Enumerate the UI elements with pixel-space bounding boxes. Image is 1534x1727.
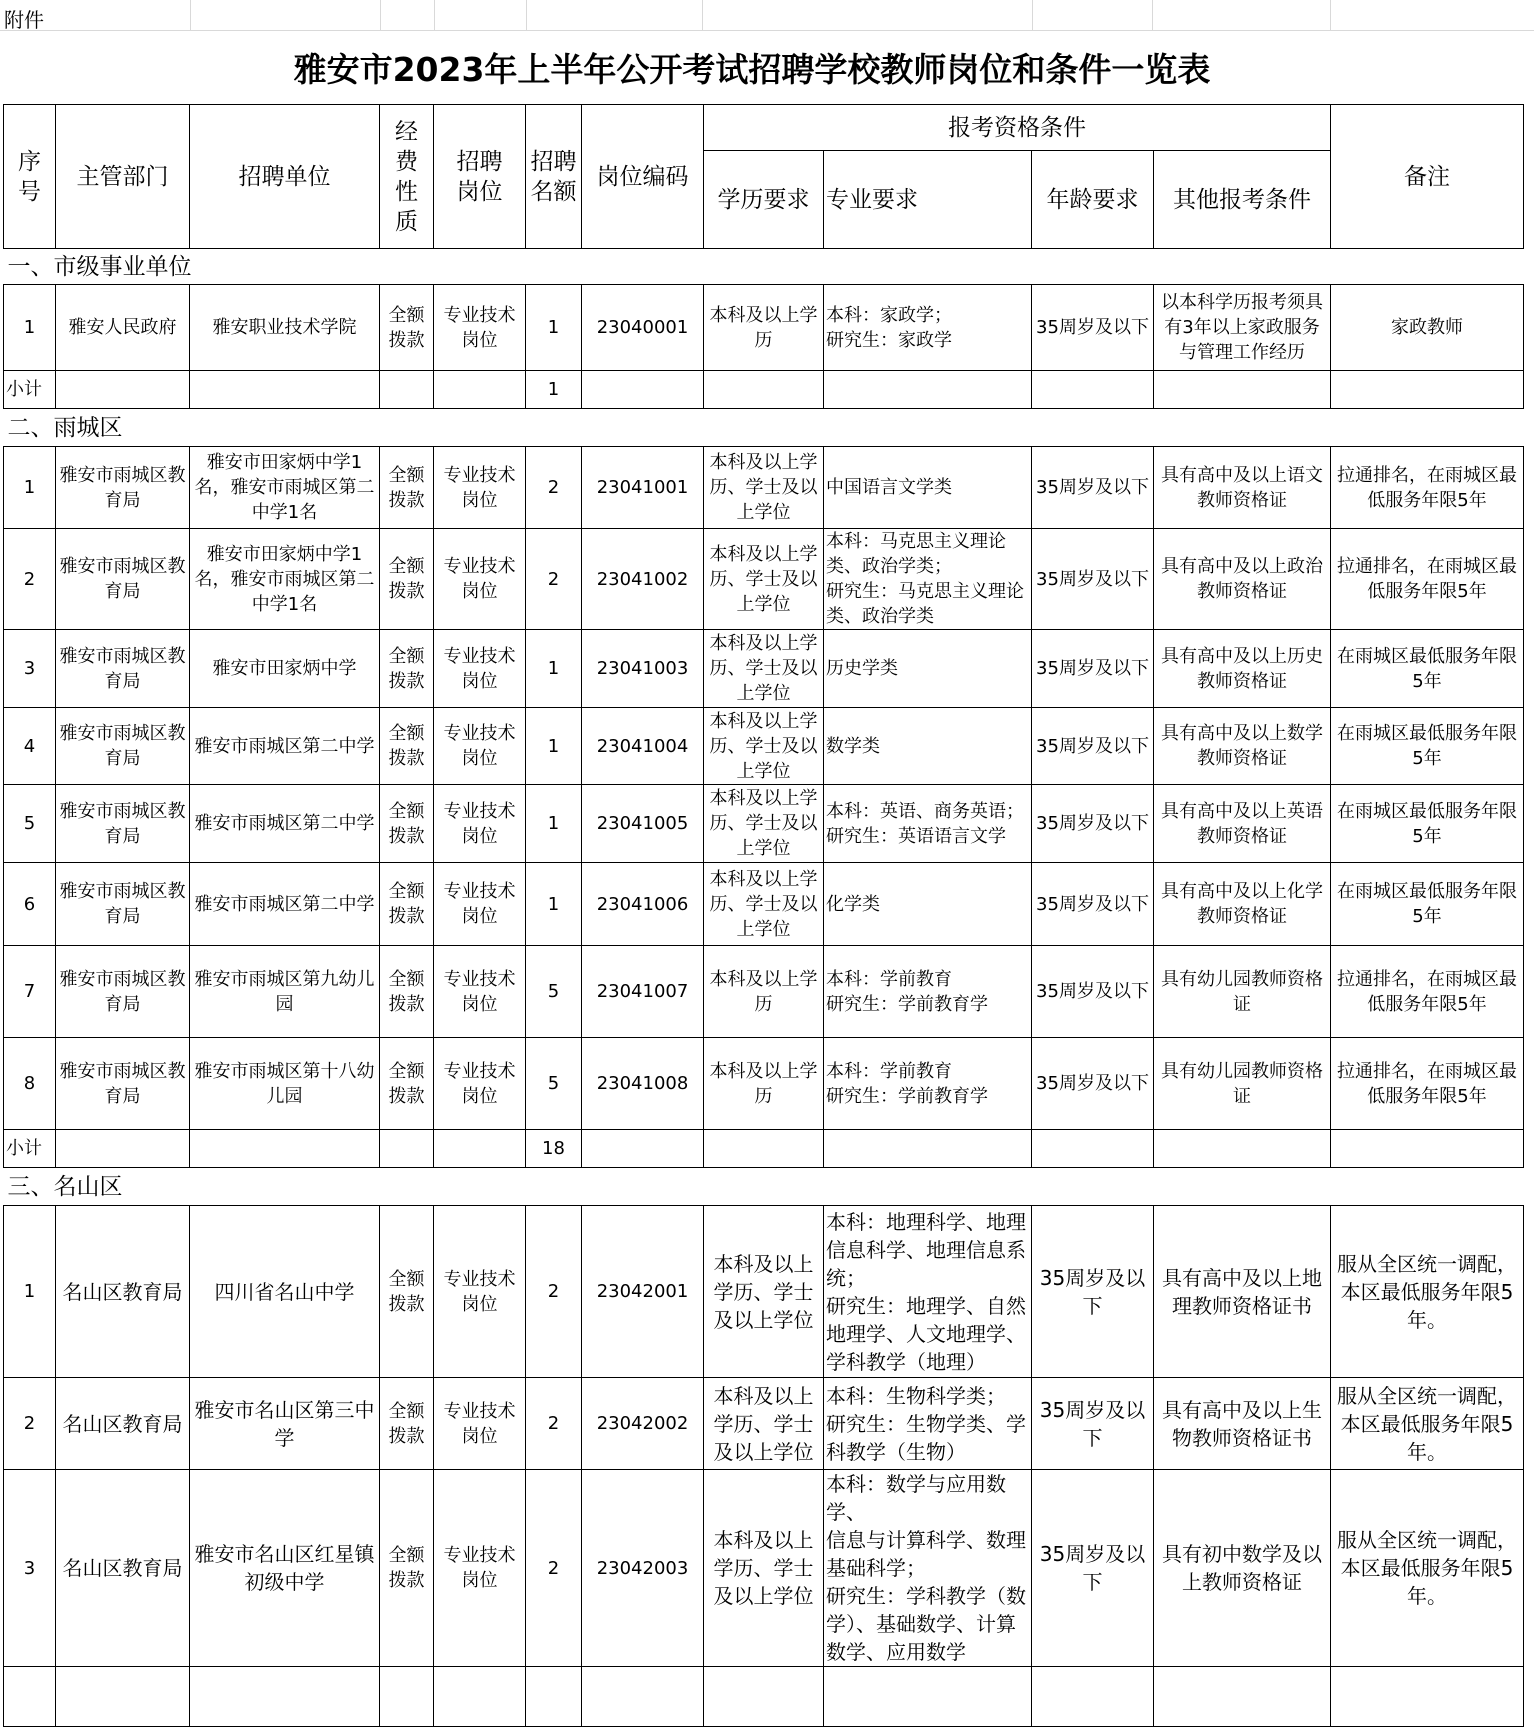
cell-other: 具有幼儿园教师资格证 — [1154, 946, 1331, 1038]
table-row — [4, 1378, 1524, 1470]
section-title: 一、市级事业单位 — [4, 249, 1524, 285]
cell-quota: 2 — [526, 529, 582, 630]
cell-education: 本科及以上学历 — [704, 946, 824, 1038]
cell-age: 35周岁及以下 — [1032, 863, 1154, 946]
cell-code: 23041002 — [582, 529, 704, 630]
cell-other: 具有高中及以上历史教师资格证 — [1154, 630, 1331, 708]
recruitment-table — [3, 104, 1524, 1727]
empty-cell — [434, 1130, 526, 1168]
cell-unit: 雅安市名山区第三中学 — [190, 1378, 380, 1470]
cell-major: 中国语言文学类 — [824, 447, 1032, 529]
cell-quota: 2 — [526, 1378, 582, 1470]
cell-unit: 雅安市雨城区第二中学 — [190, 708, 380, 785]
empty-cell — [824, 1667, 1032, 1727]
empty-cell — [190, 371, 380, 409]
cell-index: 6 — [4, 863, 56, 946]
empty-cell — [190, 1667, 380, 1727]
cell-education: 本科及以上学历 — [704, 1038, 824, 1130]
empty-cell — [1331, 371, 1524, 409]
cell-quota: 1 — [526, 785, 582, 863]
header-quota: 招聘名额 — [526, 105, 582, 249]
empty-cell — [1331, 1667, 1524, 1727]
cell-other: 具有高中及以上英语教师资格证 — [1154, 785, 1331, 863]
cell-unit: 雅安市雨城区第二中学 — [190, 785, 380, 863]
cell-remark: 服从全区统一调配，本区最低服务年限5年。 — [1331, 1470, 1524, 1667]
cell-funding: 全额拨款 — [380, 447, 434, 529]
cell-post: 专业技术岗位 — [434, 863, 526, 946]
gridline — [702, 0, 703, 30]
empty-row — [4, 1667, 1524, 1727]
cell-post: 专业技术岗位 — [434, 529, 526, 630]
cell-post: 专业技术岗位 — [434, 285, 526, 371]
cell-major: 本科：马克思主义理论类、政治学类； 研究生：马克思主义理论类、政治学类 — [824, 529, 1032, 630]
cell-funding: 全额拨款 — [380, 863, 434, 946]
cell-code: 23042003 — [582, 1470, 704, 1667]
cell-education: 本科及以上学历、学士及以上学位 — [704, 863, 824, 946]
cell-age: 35周岁及以下 — [1032, 1038, 1154, 1130]
empty-cell — [1154, 371, 1331, 409]
cell-other: 以本科学历报考须具有3年以上家政服务与管理工作经历 — [1154, 285, 1331, 371]
subtotal-quota: 1 — [526, 371, 582, 409]
empty-cell — [582, 1130, 704, 1168]
table-row — [4, 708, 1524, 785]
cell-funding: 全额拨款 — [380, 285, 434, 371]
cell-quota: 5 — [526, 946, 582, 1038]
table-row — [4, 447, 1524, 529]
cell-code: 23041001 — [582, 447, 704, 529]
cell-major: 本科：学前教育 研究生：学前教育学 — [824, 1038, 1032, 1130]
header-other: 其他报考条件 — [1154, 151, 1331, 249]
cell-remark: 拉通排名，在雨城区最低服务年限5年 — [1331, 529, 1524, 630]
table-row — [4, 785, 1524, 863]
cell-funding: 全额拨款 — [380, 708, 434, 785]
cell-education: 本科及以上学历、学士及以上学位 — [704, 708, 824, 785]
cell-education: 本科及以上学历 — [704, 285, 824, 371]
empty-cell — [190, 1130, 380, 1168]
cell-department: 雅安市雨城区教育局 — [56, 785, 190, 863]
cell-unit: 雅安市雨城区第十八幼儿园 — [190, 1038, 380, 1130]
cell-major: 数学类 — [824, 708, 1032, 785]
empty-cell — [704, 1667, 824, 1727]
cell-funding: 全额拨款 — [380, 946, 434, 1038]
empty-cell — [582, 1667, 704, 1727]
cell-education: 本科及以上学历、学士及以上学位 — [704, 529, 824, 630]
cell-education: 本科及以上学历、学士及以上学位 — [704, 630, 824, 708]
table-row — [4, 630, 1524, 708]
cell-major: 历史学类 — [824, 630, 1032, 708]
empty-cell — [1032, 1130, 1154, 1168]
cell-major: 化学类 — [824, 863, 1032, 946]
subtotal-label: 小计 — [4, 1130, 56, 1168]
cell-index: 1 — [4, 1206, 56, 1378]
cell-major: 本科：学前教育 研究生：学前教育学 — [824, 946, 1032, 1038]
cell-age: 35周岁及以下 — [1032, 630, 1154, 708]
cell-index: 2 — [4, 529, 56, 630]
cell-department: 雅安市雨城区教育局 — [56, 630, 190, 708]
empty-cell — [526, 1667, 582, 1727]
empty-cell — [1331, 1130, 1524, 1168]
header-code: 岗位编码 — [582, 105, 704, 249]
cell-department: 雅安市雨城区教育局 — [56, 1038, 190, 1130]
table-row — [4, 529, 1524, 630]
cell-other: 具有高中及以上生物教师资格证书 — [1154, 1378, 1331, 1470]
subtotal-label: 小计 — [4, 371, 56, 409]
cell-major: 本科：数学与应用数学、 信息与计算科学、数理基础科学； 研究生：学科教学（数学）、基础数学、计算数学、应用数学 — [824, 1470, 1032, 1667]
cell-unit: 雅安职业技术学院 — [190, 285, 380, 371]
cell-other: 具有高中及以上地理教师资格证书 — [1154, 1206, 1331, 1378]
cell-department: 名山区教育局 — [56, 1470, 190, 1667]
table-row — [4, 863, 1524, 946]
cell-quota: 1 — [526, 285, 582, 371]
cell-age: 35周岁及以下 — [1032, 447, 1154, 529]
gridline — [190, 0, 191, 30]
cell-code: 23042002 — [582, 1378, 704, 1470]
empty-cell — [1032, 1667, 1154, 1727]
cell-funding: 全额拨款 — [380, 529, 434, 630]
cell-remark: 家政教师 — [1331, 285, 1524, 371]
cell-other: 具有高中及以上语文教师资格证 — [1154, 447, 1331, 529]
empty-cell — [824, 371, 1032, 409]
cell-other: 具有幼儿园教师资格证 — [1154, 1038, 1331, 1130]
subtotal-row — [4, 1130, 1524, 1168]
header-unit: 招聘单位 — [190, 105, 380, 249]
cell-funding: 全额拨款 — [380, 1206, 434, 1378]
cell-remark: 在雨城区最低服务年限5年 — [1331, 630, 1524, 708]
cell-index: 2 — [4, 1378, 56, 1470]
gridline — [1152, 0, 1153, 30]
cell-remark: 拉通排名，在雨城区最低服务年限5年 — [1331, 1038, 1524, 1130]
cell-department: 雅安市雨城区教育局 — [56, 708, 190, 785]
empty-cell — [434, 1667, 526, 1727]
gridline — [380, 0, 381, 30]
cell-department: 雅安人民政府 — [56, 285, 190, 371]
cell-remark: 服从全区统一调配，本区最低服务年限5年。 — [1331, 1378, 1524, 1470]
cell-department: 雅安市雨城区教育局 — [56, 863, 190, 946]
cell-quota: 2 — [526, 1470, 582, 1667]
cell-department: 名山区教育局 — [56, 1378, 190, 1470]
empty-cell — [1154, 1667, 1331, 1727]
cell-funding: 全额拨款 — [380, 1038, 434, 1130]
gridline — [434, 0, 435, 30]
cell-other: 具有高中及以上政治教师资格证 — [1154, 529, 1331, 630]
empty-cell — [56, 1130, 190, 1168]
cell-education: 本科及以上学历、学士及以上学位 — [704, 785, 824, 863]
cell-funding: 全额拨款 — [380, 1470, 434, 1667]
header-post: 招聘岗位 — [434, 105, 526, 249]
cell-post: 专业技术岗位 — [434, 1038, 526, 1130]
cell-post: 专业技术岗位 — [434, 1206, 526, 1378]
subtotal-quota: 18 — [526, 1130, 582, 1168]
cell-major: 本科：英语、商务英语； 研究生：英语语言文学 — [824, 785, 1032, 863]
empty-cell — [824, 1130, 1032, 1168]
cell-post: 专业技术岗位 — [434, 1378, 526, 1470]
cell-remark: 拉通排名，在雨城区最低服务年限5年 — [1331, 447, 1524, 529]
cell-code: 23041004 — [582, 708, 704, 785]
cell-post: 专业技术岗位 — [434, 630, 526, 708]
empty-cell — [4, 1667, 56, 1727]
cell-code: 23042001 — [582, 1206, 704, 1378]
cell-education: 本科及以上学历、学士及以上学位 — [704, 1206, 824, 1378]
cell-funding: 全额拨款 — [380, 1378, 434, 1470]
cell-unit: 雅安市田家炳中学1名，雅安市雨城区第二中学1名 — [190, 529, 380, 630]
header-education: 学历要求 — [704, 151, 824, 249]
empty-cell — [56, 371, 190, 409]
cell-major: 本科：家政学； 研究生：家政学 — [824, 285, 1032, 371]
cell-index: 3 — [4, 630, 56, 708]
gridline — [1032, 0, 1033, 30]
cell-age: 35周岁及以下 — [1032, 708, 1154, 785]
header-index: 序号 — [4, 105, 56, 249]
cell-age: 35周岁及以下 — [1032, 529, 1154, 630]
header-age: 年龄要求 — [1032, 151, 1154, 249]
cell-other: 具有高中及以上化学教师资格证 — [1154, 863, 1331, 946]
cell-education: 本科及以上学历、学士及以上学位 — [704, 1470, 824, 1667]
attachment-label: 附件 — [4, 8, 44, 32]
table-row — [4, 946, 1524, 1038]
cell-quota: 5 — [526, 1038, 582, 1130]
cell-unit: 雅安市名山区红星镇初级中学 — [190, 1470, 380, 1667]
cell-funding: 全额拨款 — [380, 630, 434, 708]
cell-unit: 雅安市雨城区第二中学 — [190, 863, 380, 946]
empty-cell — [582, 371, 704, 409]
empty-cell — [1154, 1130, 1331, 1168]
cell-index: 5 — [4, 785, 56, 863]
cell-age: 35周岁及以下 — [1032, 1378, 1154, 1470]
cell-quota: 1 — [526, 630, 582, 708]
cell-funding: 全额拨款 — [380, 785, 434, 863]
cell-index: 1 — [4, 285, 56, 371]
cell-unit: 雅安市田家炳中学 — [190, 630, 380, 708]
gridline — [0, 30, 1534, 31]
cell-index: 7 — [4, 946, 56, 1038]
header-funding: 经费性质 — [380, 105, 434, 249]
cell-remark: 服从全区统一调配，本区最低服务年限5年。 — [1331, 1206, 1524, 1378]
header-conditions: 报考资格条件 — [704, 105, 1331, 151]
empty-cell — [56, 1667, 190, 1727]
cell-education: 本科及以上学历、学士及以上学位 — [704, 1378, 824, 1470]
empty-cell — [380, 1667, 434, 1727]
cell-education: 本科及以上学历、学士及以上学位 — [704, 447, 824, 529]
cell-post: 专业技术岗位 — [434, 708, 526, 785]
table-row — [4, 285, 1524, 371]
cell-age: 35周岁及以下 — [1032, 1206, 1154, 1378]
cell-unit: 四川省名山中学 — [190, 1206, 380, 1378]
empty-cell — [380, 371, 434, 409]
cell-age: 35周岁及以下 — [1032, 1470, 1154, 1667]
cell-department: 雅安市雨城区教育局 — [56, 946, 190, 1038]
cell-remark: 拉通排名，在雨城区最低服务年限5年 — [1331, 946, 1524, 1038]
cell-age: 35周岁及以下 — [1032, 785, 1154, 863]
empty-cell — [434, 371, 526, 409]
empty-cell — [1032, 371, 1154, 409]
cell-other: 具有高中及以上数学教师资格证 — [1154, 708, 1331, 785]
cell-age: 35周岁及以下 — [1032, 946, 1154, 1038]
empty-cell — [704, 371, 824, 409]
cell-quota: 1 — [526, 708, 582, 785]
cell-code: 23041006 — [582, 863, 704, 946]
cell-quota: 2 — [526, 1206, 582, 1378]
cell-post: 专业技术岗位 — [434, 447, 526, 529]
cell-post: 专业技术岗位 — [434, 785, 526, 863]
cell-age: 35周岁及以下 — [1032, 285, 1154, 371]
cell-quota: 2 — [526, 447, 582, 529]
cell-quota: 1 — [526, 863, 582, 946]
cell-code: 23041005 — [582, 785, 704, 863]
cell-code: 23041008 — [582, 1038, 704, 1130]
header-major: 专业要求 — [824, 151, 1032, 249]
empty-cell — [704, 1130, 824, 1168]
cell-remark: 在雨城区最低服务年限5年 — [1331, 785, 1524, 863]
cell-department: 名山区教育局 — [56, 1206, 190, 1378]
cell-unit: 雅安市雨城区第九幼儿园 — [190, 946, 380, 1038]
cell-remark: 在雨城区最低服务年限5年 — [1331, 708, 1524, 785]
page-title: 雅安市2023年上半年公开考试招聘学校教师岗位和条件一览表 — [293, 50, 1211, 89]
header-remark: 备注 — [1331, 105, 1524, 249]
cell-post: 专业技术岗位 — [434, 1470, 526, 1667]
cell-index: 1 — [4, 447, 56, 529]
cell-index: 8 — [4, 1038, 56, 1130]
table-row — [4, 1470, 1524, 1667]
gridline — [1330, 0, 1331, 30]
header-department: 主管部门 — [56, 105, 190, 249]
cell-code: 23041003 — [582, 630, 704, 708]
cell-major: 本科：生物科学类； 研究生：生物学类、学科教学（生物） — [824, 1378, 1032, 1470]
cell-unit: 雅安市田家炳中学1名，雅安市雨城区第二中学1名 — [190, 447, 380, 529]
section-title: 三、名山区 — [4, 1168, 1524, 1206]
cell-index: 3 — [4, 1470, 56, 1667]
cell-major: 本科：地理科学、地理信息科学、地理信息系统； 研究生：地理学、自然地理学、人文地理学、学科教学（地理） — [824, 1206, 1032, 1378]
cell-code: 23041007 — [582, 946, 704, 1038]
cell-index: 4 — [4, 708, 56, 785]
subtotal-row — [4, 371, 1524, 409]
cell-code: 23040001 — [582, 285, 704, 371]
section-title: 二、雨城区 — [4, 409, 1524, 447]
empty-cell — [380, 1130, 434, 1168]
table-row — [4, 1206, 1524, 1378]
gridline — [526, 0, 527, 30]
table-row — [4, 1038, 1524, 1130]
cell-post: 专业技术岗位 — [434, 946, 526, 1038]
cell-remark: 在雨城区最低服务年限5年 — [1331, 863, 1524, 946]
cell-department: 雅安市雨城区教育局 — [56, 447, 190, 529]
cell-other: 具有初中数学及以上教师资格证 — [1154, 1470, 1331, 1667]
cell-department: 雅安市雨城区教育局 — [56, 529, 190, 630]
